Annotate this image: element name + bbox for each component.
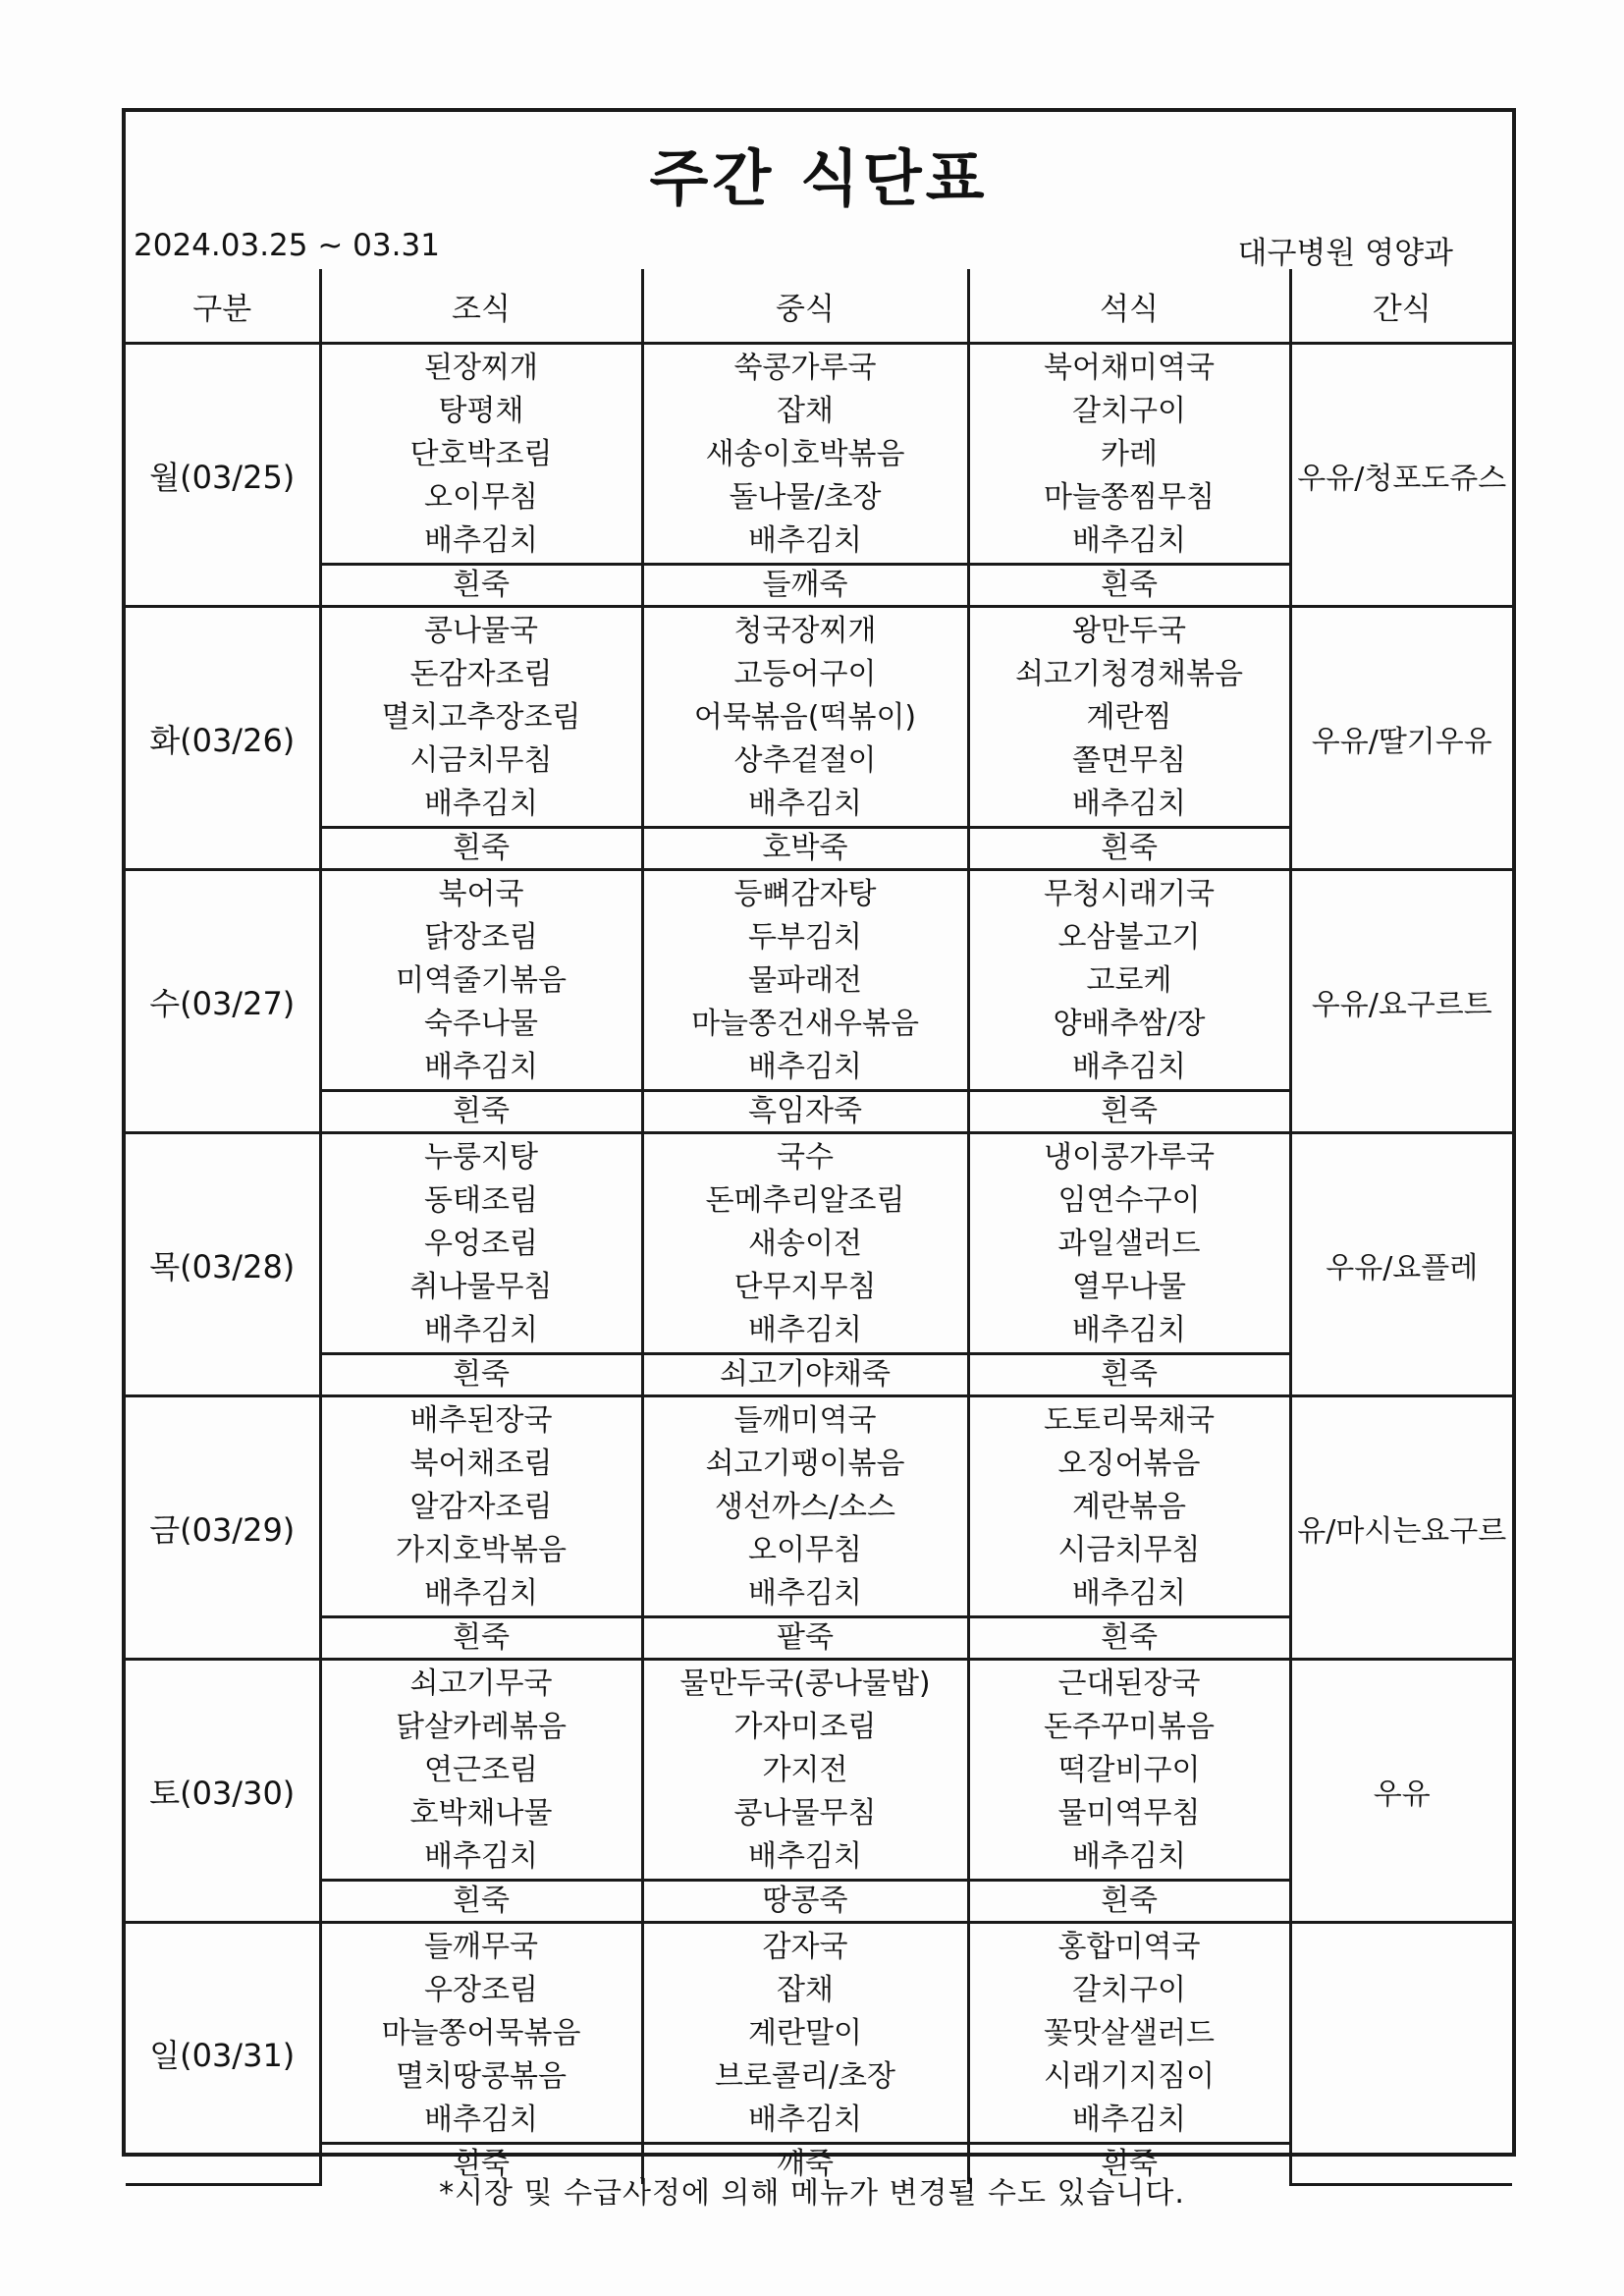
- breakfast-porridge: 흰죽: [320, 565, 642, 607]
- menu-body: [126, 344, 1512, 2185]
- page-title: 주간 식단표: [649, 142, 989, 214]
- menu-item: 가자미조림: [733, 1710, 877, 1744]
- menu-item: 미역줄기볶음: [396, 963, 567, 998]
- menu-item: 돌나물/초장: [729, 480, 882, 515]
- menu-item: 배추김치: [424, 1050, 538, 1084]
- day-row: [126, 1923, 1512, 2144]
- breakfast-porridge: 흰죽: [320, 1881, 642, 1923]
- menu-item: 호박채나물: [409, 1796, 553, 1831]
- menu-item: 물만두국(콩나물밥): [679, 1667, 931, 1701]
- dinner-menu: [968, 607, 1290, 828]
- menu-table: [126, 269, 1512, 2186]
- menu-item: 취나물무침: [409, 1270, 553, 1304]
- menu-item: 마늘쫑찜무침: [1044, 480, 1215, 515]
- menu-item: 쇠고기팽이볶음: [705, 1447, 905, 1481]
- menu-item: 쑥콩가루국: [733, 351, 877, 385]
- menu-item: 누룽지탕: [424, 1140, 538, 1175]
- menu-item: 가지호박볶음: [396, 1533, 567, 1567]
- menu-item: 배추김치: [1072, 787, 1186, 821]
- breakfast-menu: [320, 1133, 642, 1354]
- day-row: [126, 607, 1512, 828]
- dinner-menu: [968, 1923, 1290, 2144]
- dinner-porridge: 흰죽: [968, 1617, 1290, 1660]
- menu-item: 쇠고기무국: [409, 1667, 553, 1701]
- menu-item: 냉이콩가루국: [1044, 1140, 1215, 1175]
- menu-item: 오이무침: [424, 480, 538, 515]
- snack-cell: 유/마시는요구르: [1290, 1396, 1512, 1660]
- lunch-menu: [642, 1923, 968, 2144]
- menu-item: 연근조림: [424, 1753, 538, 1787]
- menu-item: 들깨무국: [424, 1930, 538, 1964]
- menu-item: 등뼈감자탕: [733, 877, 877, 911]
- dinner-menu: [968, 1660, 1290, 1881]
- menu-item: 북어국: [438, 877, 524, 911]
- header-row: [126, 269, 1512, 344]
- dinner-menu: [968, 344, 1290, 565]
- snack-cell: 우유: [1290, 1660, 1512, 1923]
- menu-item: 시금치무침: [1057, 1533, 1201, 1567]
- lunch-porridge: 흑임자죽: [642, 1091, 968, 1133]
- menu-item: 계란찜: [1086, 700, 1172, 735]
- day-label: 화(03/26): [126, 607, 320, 870]
- menu-item: 떡갈비구이: [1057, 1753, 1201, 1787]
- breakfast-menu: [320, 344, 642, 565]
- menu-item: 배추김치: [1072, 1576, 1186, 1611]
- lunch-menu: [642, 1660, 968, 1881]
- menu-item: 카레: [1101, 437, 1158, 471]
- menu-item: 배추된장국: [409, 1403, 553, 1438]
- day-row: [126, 1133, 1512, 1354]
- snack-cell: 우유/청포도쥬스: [1290, 344, 1512, 607]
- menu-item: 왕만두국: [1072, 614, 1186, 648]
- lunch-menu: [642, 344, 968, 565]
- dinner-menu: [968, 1396, 1290, 1617]
- lunch-menu: [642, 1396, 968, 1617]
- menu-item: 동태조림: [424, 1183, 538, 1218]
- header-lunch: 중식: [642, 269, 968, 344]
- header-dinner: 석식: [968, 269, 1290, 344]
- menu-item: 배추김치: [748, 2103, 862, 2137]
- snack-cell: 우유/요구르트: [1290, 870, 1512, 1133]
- lunch-porridge: 깨죽: [642, 2144, 968, 2185]
- menu-item: 도토리묵채국: [1044, 1403, 1215, 1438]
- menu-item: 배추김치: [1072, 523, 1186, 558]
- day-row: [126, 344, 1512, 565]
- menu-item: 두부김치: [748, 920, 862, 955]
- menu-item: 배추김치: [748, 1050, 862, 1084]
- menu-item: 돈주꾸미볶음: [1044, 1710, 1215, 1744]
- menu-item: 닭살카레볶음: [396, 1710, 567, 1744]
- menu-item: 돈감자조림: [409, 657, 553, 691]
- breakfast-porridge: 흰죽: [320, 1354, 642, 1396]
- lunch-porridge: 땅콩죽: [642, 1881, 968, 1923]
- menu-item: 배추김치: [748, 787, 862, 821]
- menu-item: 단호박조림: [409, 437, 553, 471]
- menu-item: 쫄면무침: [1072, 743, 1186, 778]
- menu-item: 계란말이: [748, 2016, 862, 2050]
- menu-item: 상추겉절이: [733, 743, 877, 778]
- menu-item: 멸치땅콩볶음: [396, 2059, 567, 2094]
- menu-item: 열무나물: [1072, 1270, 1186, 1304]
- menu-item: 콩나물국: [424, 614, 538, 648]
- menu-item: 북어채미역국: [1044, 351, 1215, 385]
- menu-item: 오삼불고기: [1057, 920, 1201, 955]
- day-label: 월(03/25): [126, 344, 320, 607]
- menu-item: 배추김치: [748, 523, 862, 558]
- breakfast-menu: [320, 1396, 642, 1617]
- dinner-menu: [968, 1133, 1290, 1354]
- breakfast-menu: [320, 607, 642, 828]
- menu-item: 마늘쫑어묵볶음: [381, 2016, 581, 2050]
- menu-item: 마늘쫑건새우볶음: [691, 1007, 919, 1041]
- day-label: 일(03/31): [126, 1923, 320, 2185]
- menu-item: 우엉조림: [424, 1227, 538, 1261]
- day-row: [126, 1660, 1512, 1881]
- dinner-porridge: 흰죽: [968, 2144, 1290, 2185]
- menu-item: 고등어구이: [733, 657, 877, 691]
- menu-item: 우장조림: [424, 1973, 538, 2007]
- menu-item: 임연수구이: [1057, 1183, 1201, 1218]
- menu-item: 가지전: [762, 1753, 848, 1787]
- breakfast-porridge: 흰죽: [320, 2144, 642, 2185]
- menu-item: 콩나물무침: [733, 1796, 877, 1831]
- menu-item: 숙주나물: [424, 1007, 538, 1041]
- menu-item: 물파래전: [748, 963, 862, 998]
- menu-item: 감자국: [762, 1930, 848, 1964]
- menu-frame: [122, 108, 1516, 2181]
- lunch-menu: [642, 870, 968, 1091]
- menu-item: 배추김치: [1072, 2103, 1186, 2137]
- menu-item: 생선까스/소스: [715, 1490, 895, 1524]
- menu-item: 배추김치: [1072, 1839, 1186, 1874]
- menu-item: 새송이호박볶음: [705, 437, 905, 471]
- menu-item: 갈치구이: [1072, 394, 1186, 428]
- menu-item: 배추김치: [748, 1576, 862, 1611]
- menu-item: 근대된장국: [1057, 1667, 1201, 1701]
- menu-item: 계란볶음: [1072, 1490, 1186, 1524]
- menu-item: 된장찌개: [424, 351, 538, 385]
- breakfast-menu: [320, 1660, 642, 1881]
- menu-item: 과일샐러드: [1057, 1227, 1201, 1261]
- day-label: 수(03/27): [126, 870, 320, 1133]
- lunch-porridge: 팥죽: [642, 1617, 968, 1660]
- menu-item: 단무지무침: [733, 1270, 877, 1304]
- menu-item: 멸치고추장조림: [381, 700, 581, 735]
- date-range: 2024.03.25 ~ 03.31: [134, 228, 440, 263]
- menu-item: 배추김치: [424, 2103, 538, 2137]
- menu-item: 갈치구이: [1072, 1973, 1186, 2007]
- day-row: [126, 870, 1512, 1091]
- menu-item: 꽃맛살샐러드: [1044, 2016, 1215, 2050]
- menu-item: 들깨미역국: [733, 1403, 877, 1438]
- menu-item: 물미역무침: [1057, 1796, 1201, 1831]
- breakfast-menu: [320, 870, 642, 1091]
- menu-item: 배추김치: [1072, 1313, 1186, 1347]
- dinner-menu: [968, 870, 1290, 1091]
- snack-cell: [1290, 1923, 1512, 2185]
- menu-item: 국수: [777, 1140, 834, 1175]
- dinner-porridge: 흰죽: [968, 1354, 1290, 1396]
- menu-item: 돈메추리알조림: [705, 1183, 905, 1218]
- breakfast-porridge: 흰죽: [320, 828, 642, 870]
- menu-item: 배추김치: [424, 1576, 538, 1611]
- day-label: 토(03/30): [126, 1660, 320, 1923]
- menu-item: 잡채: [777, 1973, 834, 2007]
- menu-item: 잡채: [777, 394, 834, 428]
- footnote: *시장 및 수급사정에 의해 메뉴가 변경될 수도 있습니다.: [439, 2176, 1185, 2211]
- menu-item: 시금치무침: [409, 743, 553, 778]
- breakfast-porridge: 흰죽: [320, 1091, 642, 1133]
- dinner-porridge: 흰죽: [968, 565, 1290, 607]
- breakfast-menu: [320, 1923, 642, 2144]
- menu-item: 배추김치: [424, 1313, 538, 1347]
- menu-item: 배추김치: [424, 1839, 538, 1874]
- menu-item: 배추김치: [424, 523, 538, 558]
- header-category: 구분: [126, 269, 320, 344]
- menu-item: 알감자조림: [409, 1490, 553, 1524]
- day-label: 금(03/29): [126, 1396, 320, 1660]
- dinner-porridge: 흰죽: [968, 1881, 1290, 1923]
- lunch-porridge: 들깨죽: [642, 565, 968, 607]
- menu-item: 닭장조림: [424, 920, 538, 955]
- menu-item: 무청시래기국: [1044, 877, 1215, 911]
- menu-item: 배추김치: [424, 787, 538, 821]
- breakfast-porridge: 흰죽: [320, 1617, 642, 1660]
- lunch-menu: [642, 607, 968, 828]
- lunch-porridge: 호박죽: [642, 828, 968, 870]
- menu-item: 새송이전: [748, 1227, 862, 1261]
- menu-item: 시래기지짐이: [1044, 2059, 1215, 2094]
- menu-item: 어묵볶음(떡볶이): [693, 700, 917, 735]
- menu-item: 쇠고기청경채볶음: [1015, 657, 1243, 691]
- menu-item: 청국장찌개: [733, 614, 877, 648]
- menu-item: 배추김치: [748, 1839, 862, 1874]
- lunch-porridge: 쇠고기야채죽: [642, 1354, 968, 1396]
- menu-item: 브로콜리/초장: [715, 2059, 895, 2094]
- menu-item: 오이무침: [748, 1533, 862, 1567]
- day-label: 목(03/28): [126, 1133, 320, 1396]
- menu-item: 배추김치: [748, 1313, 862, 1347]
- header-snack: 간식: [1290, 269, 1512, 344]
- header-breakfast: 조식: [320, 269, 642, 344]
- dinner-porridge: 흰죽: [968, 828, 1290, 870]
- organization: 대구병원 영양과: [1237, 236, 1453, 271]
- menu-item: 홍합미역국: [1057, 1930, 1201, 1964]
- lunch-menu: [642, 1133, 968, 1354]
- menu-item: 양배추쌈/장: [1053, 1007, 1206, 1041]
- dinner-porridge: 흰죽: [968, 1091, 1290, 1133]
- snack-cell: 우유/요플레: [1290, 1133, 1512, 1396]
- menu-item: 고로케: [1086, 963, 1172, 998]
- menu-item: 탕평채: [438, 394, 524, 428]
- menu-item: 북어채조림: [409, 1447, 553, 1481]
- day-row: [126, 1396, 1512, 1617]
- menu-item: 오징어볶음: [1057, 1447, 1201, 1481]
- snack-cell: 우유/딸기우유: [1290, 607, 1512, 870]
- menu-item: 배추김치: [1072, 1050, 1186, 1084]
